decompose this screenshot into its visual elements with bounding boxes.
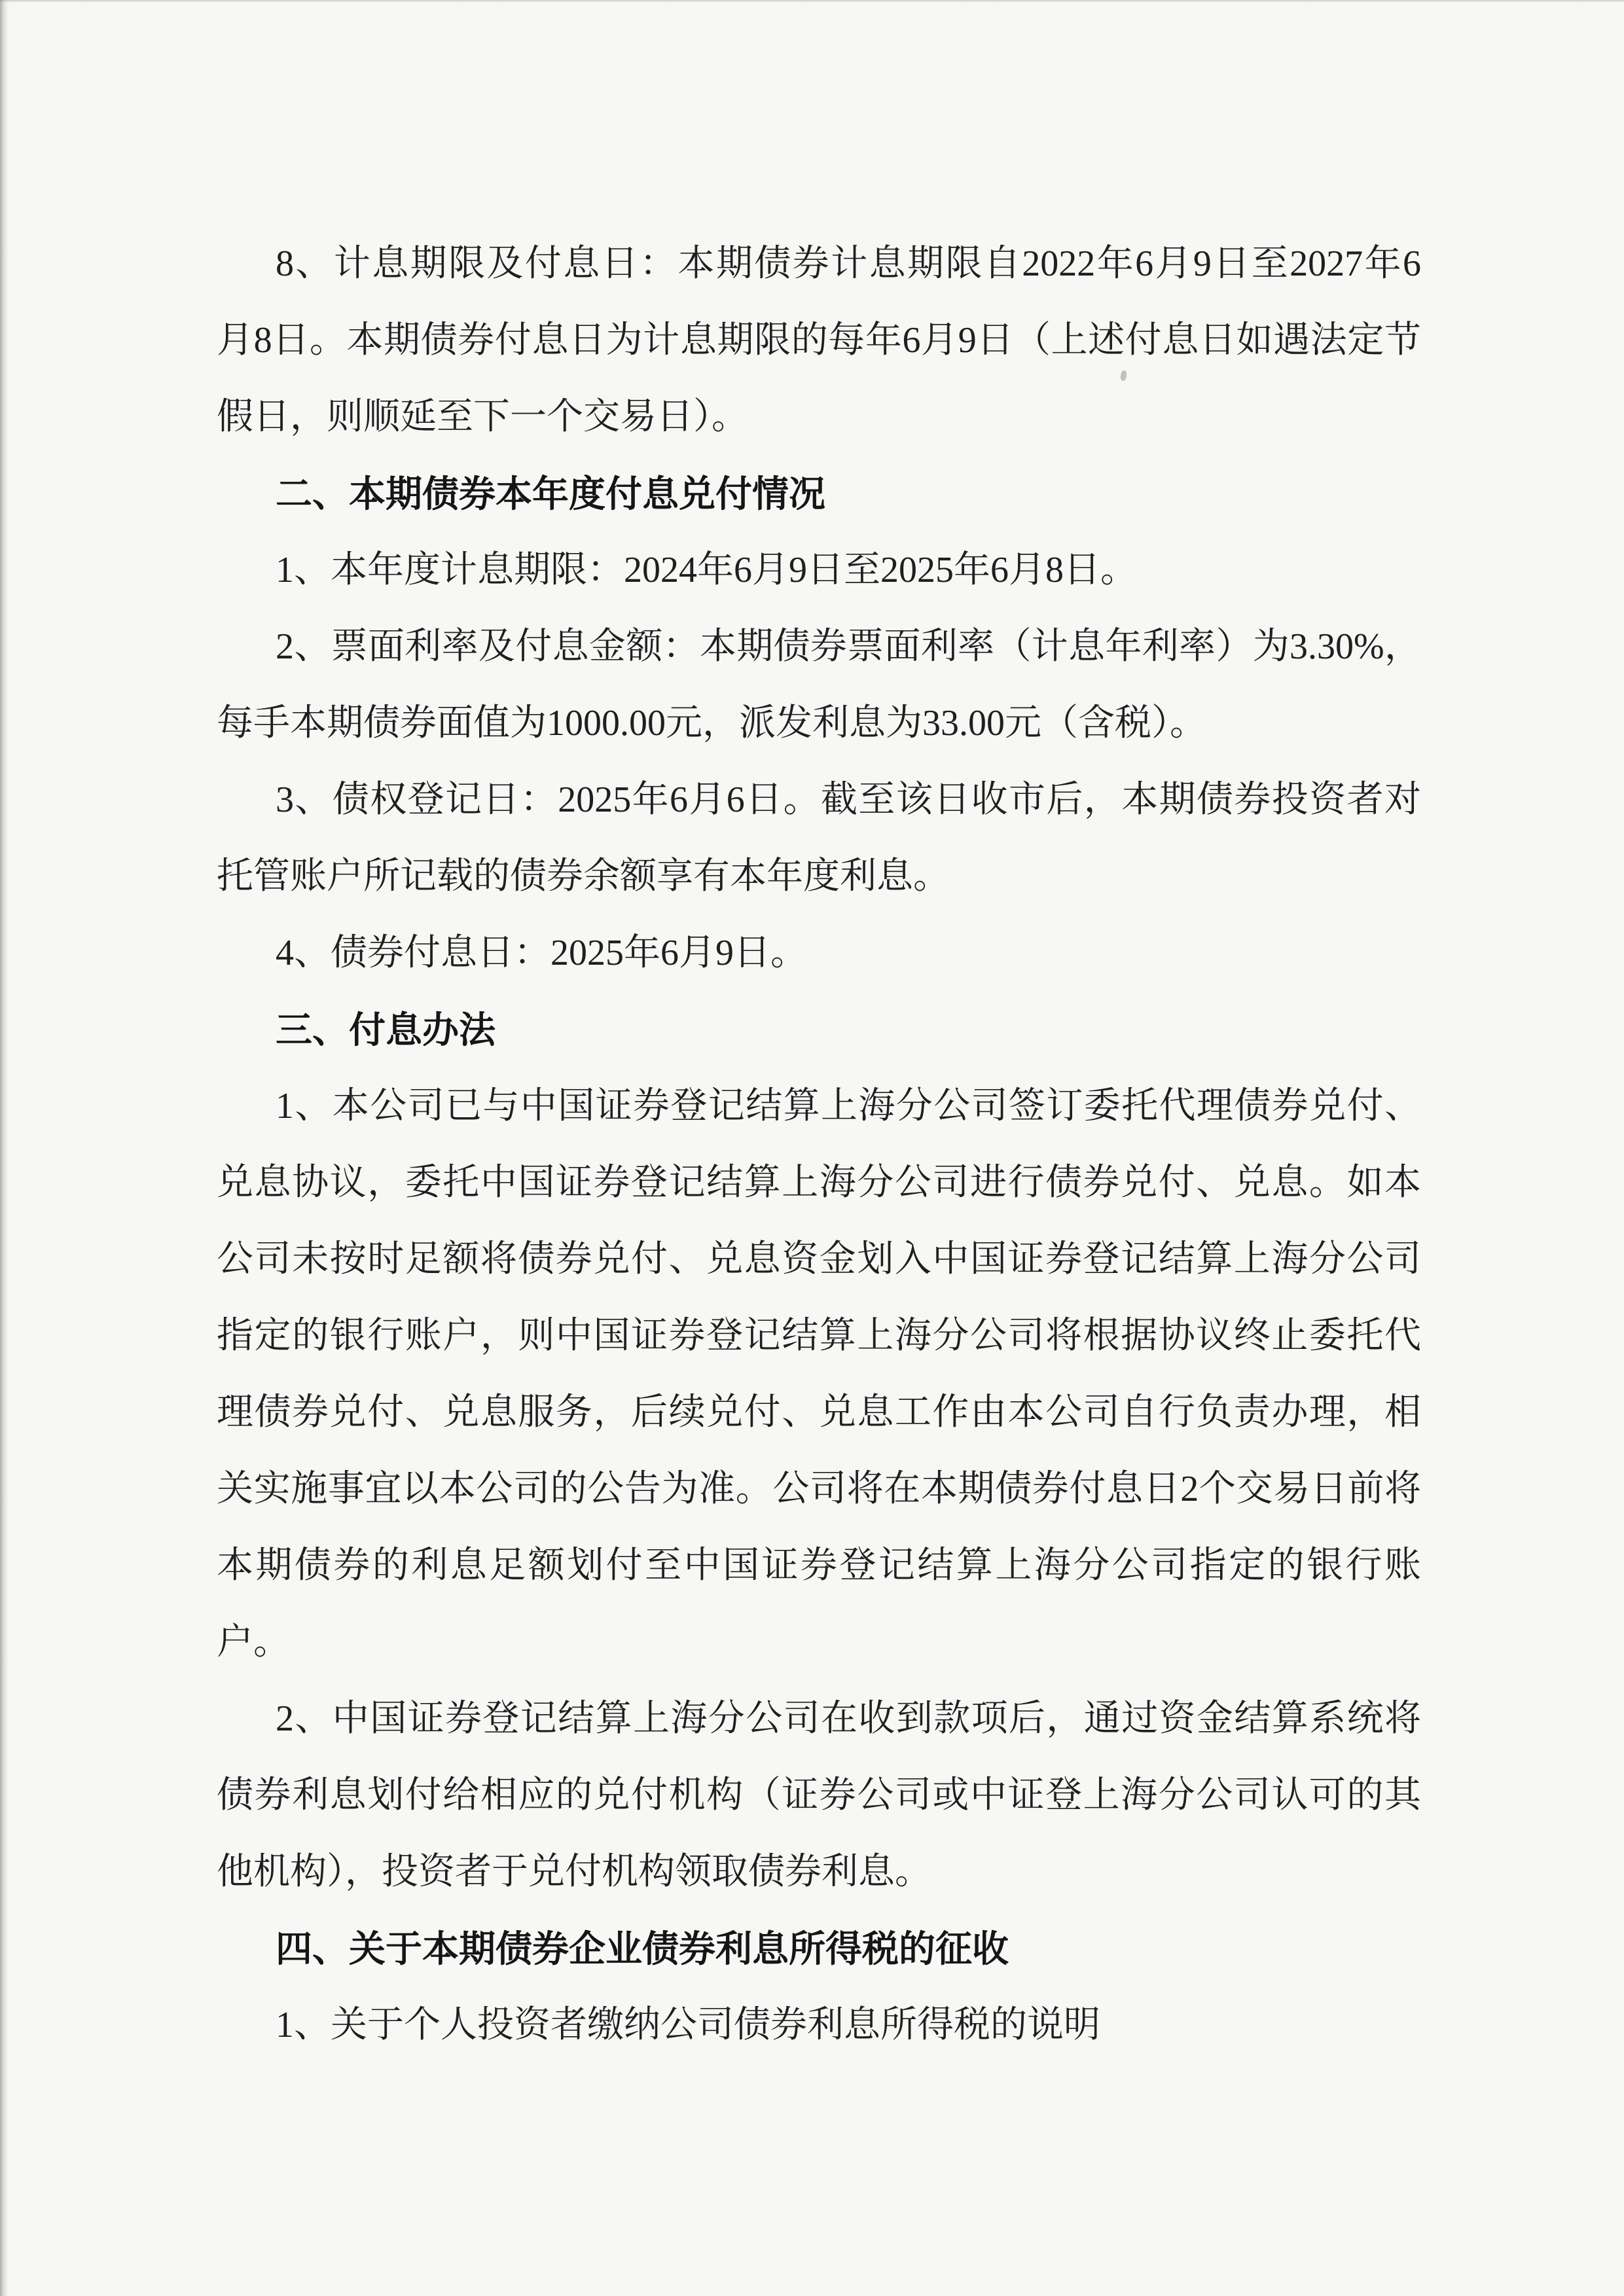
- text-line: 托管账户所记载的债券余额享有本年度利息。: [217, 856, 950, 897]
- scan-top-edge-artifact: [0, 0, 1624, 3]
- text-line: 户。: [217, 1622, 290, 1662]
- text-line: 3、债权登记日：2025年6月6日。截至该日收市后，本期债券投资者对: [276, 780, 1421, 820]
- section-heading: 三、付息办法: [276, 1009, 496, 1050]
- text-line: 1、本年度计息期限：2024年6月9日至2025年6月8日。: [276, 550, 1137, 590]
- text-line: 4、债券付息日：2025年6月9日。: [276, 933, 807, 973]
- text-line: 2、票面利率及付息金额：本期债券票面利率（计息年利率）为3.30%，: [276, 626, 1421, 667]
- text-line: 1、关于个人投资者缴纳公司债券利息所得税的说明: [276, 2005, 1100, 2045]
- text-line: 假日，则顺延至下一个交易日）。: [217, 397, 748, 437]
- text-line: 本期债券的利息足额划付至中国证券登记结算上海分公司指定的银行账: [217, 1545, 1421, 1586]
- text-line: 每手本期债券面值为1000.00元，派发利息为33.00元（含税）。: [217, 703, 1206, 744]
- text-line: 2、中国证券登记结算上海分公司在收到款项后，通过资金结算系统将: [276, 1698, 1421, 1739]
- section-heading: 四、关于本期债券企业债券利息所得税的征收: [276, 1928, 1009, 1969]
- text-line: 月8日。本期债券付息日为计息期限的每年6月9日（上述付息日如遇法定节: [217, 320, 1421, 361]
- text-line: 1、本公司已与中国证券登记结算上海分公司签订委托代理债券兑付、: [276, 1086, 1421, 1126]
- text-line: 指定的银行账户，则中国证券登记结算上海分公司将根据协议终止委托代: [217, 1316, 1421, 1356]
- scan-left-edge-artifact: [0, 0, 9, 2296]
- text-line: 理债券兑付、兑息服务，后续兑付、兑息工作由本公司自行负责办理，相: [217, 1392, 1421, 1433]
- text-line: 债券利息划付给相应的兑付机构（证券公司或中证登上海分公司认可的其: [217, 1775, 1421, 1816]
- text-line: 关实施事宜以本公司的公告为准。公司将在本期债券付息日2个交易日前将: [217, 1469, 1421, 1509]
- announcement-body: [217, 226, 1421, 2064]
- text-line: 兑息协议，委托中国证券登记结算上海分公司进行债券兑付、兑息。如本: [217, 1162, 1421, 1203]
- text-line: 他机构），投资者于兑付机构领取债券利息。: [217, 1852, 931, 1892]
- section-heading: 二、本期债券本年度付息兑付情况: [276, 473, 825, 514]
- text-line: 8、计息期限及付息日：本期债券计息期限自2022年6月9日至2027年6: [276, 243, 1421, 284]
- text-line: 公司未按时足额将债券兑付、兑息资金划入中国证券登记结算上海分公司: [217, 1239, 1421, 1280]
